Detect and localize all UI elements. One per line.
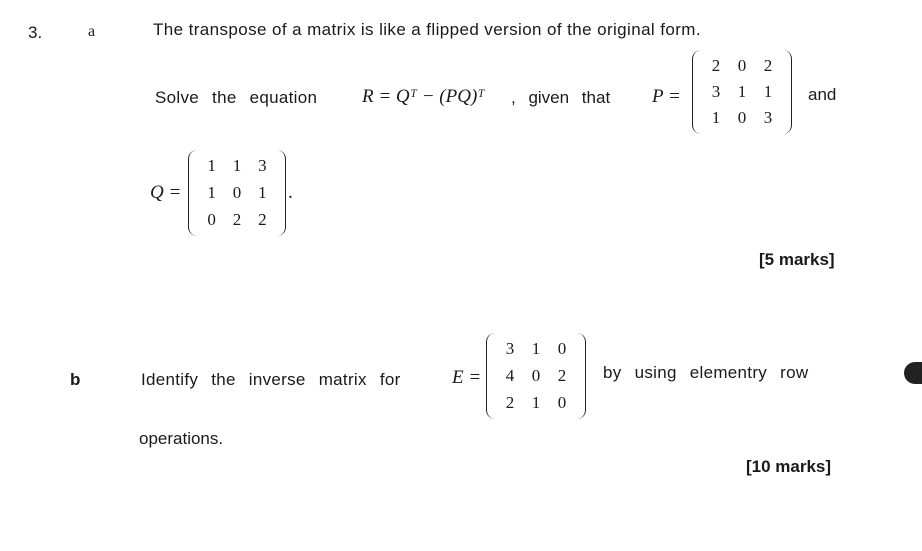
e-symbol: E = <box>452 367 482 388</box>
matrix-p-entry-2-1: 3 <box>711 82 721 101</box>
right-parenthesis <box>576 333 586 419</box>
part-b-label: b <box>70 370 81 389</box>
left-parenthesis <box>188 150 198 236</box>
right-parenthesis <box>782 50 792 134</box>
matrix-e-entry-2-2: 0 <box>531 365 541 385</box>
page-edge-mark <box>904 362 922 384</box>
matrix-e-entry-1-2: 1 <box>531 339 541 359</box>
equation: R = Qᵀ − (PQ)ᵀ <box>362 86 485 107</box>
matrix-q-entry-2-1: 1 <box>207 182 216 202</box>
part-b-suffix: by using elementry row <box>603 363 809 382</box>
matrix-q-cells <box>199 153 275 233</box>
left-parenthesis <box>486 333 496 419</box>
part-b-marks: [10 marks] <box>746 457 832 476</box>
matrix-e-entry-2-3: 2 <box>557 365 567 385</box>
matrix-e-cells <box>497 336 575 416</box>
matrix-p-entry-3-1: 1 <box>711 108 721 127</box>
matrix-q-entry-2-3: 1 <box>258 182 267 202</box>
matrix-q-entry-1-1: 1 <box>207 156 216 176</box>
matrix-p-entry-3-2: 0 <box>737 108 747 127</box>
and-text: and <box>808 85 837 104</box>
matrix-q-entry-1-3: 3 <box>258 156 267 176</box>
matrix-q-entry-2-2: 0 <box>232 182 242 202</box>
matrix-e <box>486 333 586 419</box>
given-text: , given that <box>511 88 611 107</box>
part-b-instruction: Identify the inverse matrix for <box>141 370 401 389</box>
matrix-q-entry-3-1: 0 <box>207 209 216 229</box>
matrix-p-entry-1-3: 2 <box>763 56 773 75</box>
matrix-p-entry-1-2: 0 <box>737 56 747 75</box>
part-a-instruction: Solve the equation <box>155 88 318 107</box>
part-a-label: a <box>88 23 96 40</box>
matrix-p-entry-2-2: 1 <box>737 82 747 101</box>
matrix-p <box>692 50 792 134</box>
right-parenthesis <box>276 150 286 236</box>
p-symbol: P = <box>652 86 681 107</box>
matrix-p-entry-2-3: 1 <box>763 82 773 101</box>
left-parenthesis <box>692 50 702 134</box>
matrix-e-entry-3-2: 1 <box>531 392 541 412</box>
part-b-continuation: operations. <box>139 429 224 448</box>
matrix-p-entry-1-1: 2 <box>711 56 721 75</box>
part-a-intro: The transpose of a matrix is like a flipped version of the original form. <box>153 20 701 39</box>
matrix-e-entry-1-3: 0 <box>557 339 567 359</box>
matrix-p-entry-3-3: 3 <box>763 108 773 127</box>
matrix-q-entry-3-2: 2 <box>232 209 242 229</box>
matrix-e-entry-1-1: 3 <box>505 339 515 359</box>
q-symbol: Q = <box>150 182 182 203</box>
matrix-e-entry-3-1: 2 <box>505 392 515 412</box>
matrix-p-cells <box>703 53 781 131</box>
matrix-e-entry-2-1: 4 <box>505 365 515 385</box>
matrix-e-entry-3-3: 0 <box>557 392 567 412</box>
q-period: . <box>288 182 293 203</box>
matrix-q <box>188 150 286 236</box>
matrix-q-entry-1-2: 1 <box>232 156 242 176</box>
part-a-marks: [5 marks] <box>759 250 835 269</box>
matrix-q-entry-3-3: 2 <box>258 209 267 229</box>
question-number: 3. <box>28 23 43 42</box>
